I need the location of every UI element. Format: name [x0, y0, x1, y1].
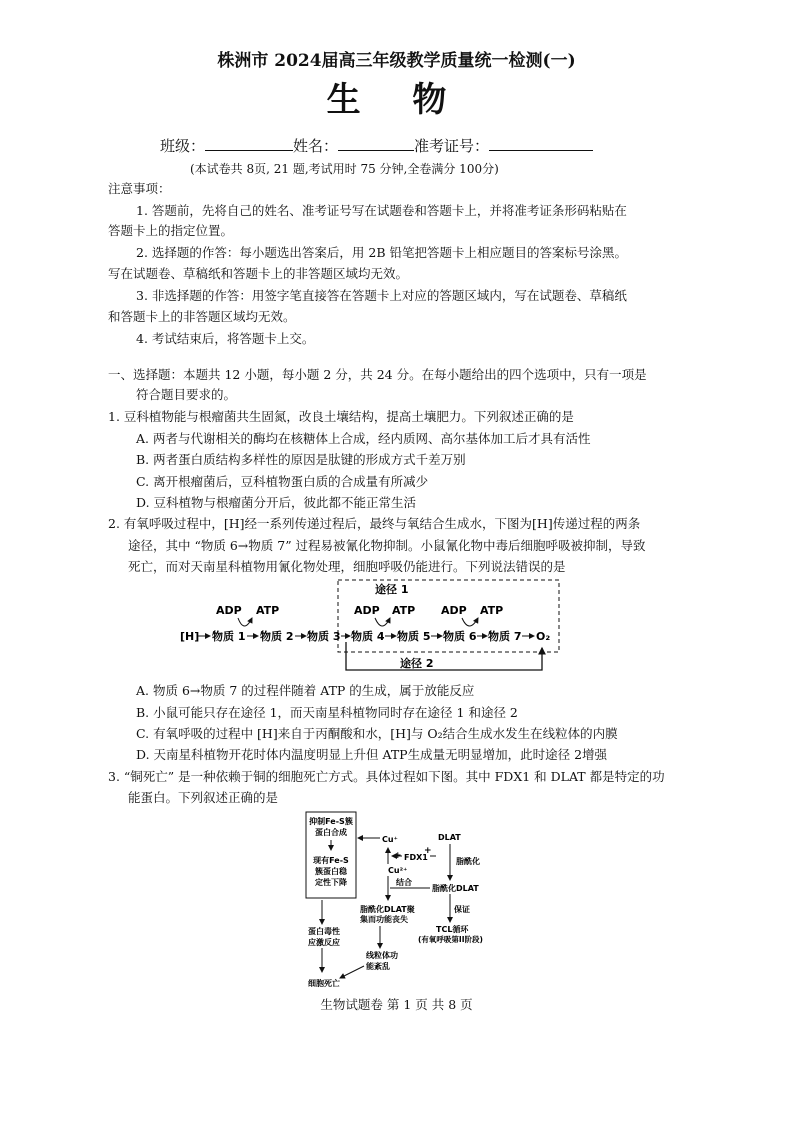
box-text: 蛋白合成 — [315, 828, 347, 837]
pathway-1-label: 途径 1 — [375, 583, 409, 596]
question-2-stem: 途径，其中 “物质 6→物质 7” 过程易被氰化物抑制。小鼠氰化物中毒后细胞呼吸被抑制，导致 — [128, 538, 646, 553]
diagram-oxygen: O₂ — [536, 630, 551, 643]
question-1-stem: 1. 豆科植物能与根瘤菌共生固氮，改良土壤结构，提高土壤肥力。下列叙述正确的是 — [108, 409, 574, 424]
question-2-option-b[interactable]: B. 小鼠可能只存在途径 1，而天南星科植物同时存在途径 1 和途径 2 — [136, 705, 518, 720]
lipoylation-label: 脂酰化 — [456, 857, 480, 866]
atp-label: ATP — [480, 604, 504, 617]
exam-note: (本试卷共 8页, 21 题,考试用时 75 分钟,全卷满分 100分) — [190, 162, 499, 176]
diagram-material-4: 物质 4 — [351, 630, 385, 643]
section-heading: 一、选择题：本题共 12 小题，每小题 2 分，共 24 分。在每小题给出的四个选项中，只有一项是 — [108, 367, 647, 382]
box-text: 簇蛋白稳 — [315, 867, 347, 876]
notice-heading: 注意事项： — [108, 181, 171, 196]
name-label: 姓名： — [293, 137, 339, 155]
question-1-option-b[interactable]: B. 两者蛋白质结构多样性的原因是肽键的形成方式千差万别 — [136, 452, 466, 467]
cuproptosis-diagram — [296, 808, 506, 992]
electron-transport-diagram — [170, 576, 570, 676]
class-field[interactable] — [205, 136, 293, 151]
notice-item: 写在试题卷、草稿纸和答题卡上的非答题区域均无效。 — [108, 266, 409, 281]
exam-title: 株洲市 2024届高三年级教学质量统一检测(一) — [217, 51, 576, 71]
atp-label: ATP — [256, 604, 280, 617]
tcl-cycle-label: TCL循环 — [436, 925, 469, 934]
adp-label: ADP — [354, 604, 380, 617]
cu-plus-label: Cu⁺ — [382, 835, 398, 844]
question-2-option-d[interactable]: D. 天南星科植物开花时体内温度明显上升但 ATP生成量无明显增加，此时途径 2增强 — [136, 747, 608, 762]
diagram-material-7: 物质 7 — [488, 630, 522, 643]
notice-item: 1. 答题前，先将自己的姓名、准考证号写在试题卷和答题卡上，并将准考证条形码粘贴在 — [136, 203, 627, 218]
question-2-stem: 2. 有氧呼吸过程中，[H]经一系列传递过程后，最终与氧结合生成水，下图为[H]传递过程的两条 — [108, 516, 641, 531]
section-heading: 符合题目要求的。 — [136, 387, 237, 402]
question-1-option-c[interactable]: C. 离开根瘤菌后，豆科植物蛋白质的合成量有所减少 — [136, 474, 429, 489]
mito-dysfunction-text: 线粒体功 — [366, 951, 398, 960]
question-2-option-c[interactable]: C. 有氧呼吸的过程中 [H]来自于丙酮酸和水，[H]与 O₂结合生成水发生在线粒体的内膜 — [136, 726, 618, 741]
diagram-material-5: 物质 5 — [397, 630, 431, 643]
question-1-option-a[interactable]: A. 两者与代谢相关的酶均在核糖体上合成，经内质网、高尔基体加工后才具有活性 — [136, 431, 591, 446]
aggregation-text: 集而功能丧失 — [360, 915, 408, 924]
question-2-option-a[interactable]: A. 物质 6→物质 7 的过程伴随着 ATP 的生成，属于放能反应 — [136, 683, 475, 698]
student-info-row — [160, 136, 593, 155]
proteotoxic-text: 蛋白毒性 — [308, 927, 340, 936]
diagram-h-label: [H] — [180, 630, 200, 643]
box-text: 抑制Fe-S簇 — [309, 817, 353, 826]
class-label: 班级： — [160, 137, 206, 155]
diagram-material-3: 物质 3 — [307, 630, 341, 643]
notice-item: 3. 非选择题的作答：用签字笔直接答在答题卡上对应的答题区域内，写在试题卷、草稿纸 — [136, 288, 627, 303]
subject-title: 生 物 — [326, 80, 467, 120]
exam-id-label: 准考证号： — [414, 137, 490, 155]
proteotoxic-text: 应激反应 — [308, 938, 340, 947]
box-text: 现有Fe-S — [313, 856, 349, 865]
question-2-stem: 死亡，而对天南星科植物用氰化物处理，细胞呼吸仍能进行。下列说法错误的是 — [128, 559, 566, 574]
lipoyl-dlat-label: 脂酰化DLAT — [432, 884, 479, 893]
dlat-label: DLAT — [438, 833, 461, 842]
plus-sign: + — [424, 846, 432, 856]
page-footer: 生物试题卷 第 1 页 共 8 页 — [320, 997, 473, 1012]
atp-label: ATP — [392, 604, 416, 617]
plus-sign: + — [394, 851, 402, 861]
adp-label: ADP — [216, 604, 242, 617]
notice-item: 答题卡上的指定位置。 — [108, 223, 234, 238]
tcl-cycle-note: (有氧呼吸第II阶段) — [418, 935, 483, 944]
box-text: 定性下降 — [315, 878, 347, 887]
notice-item: 和答题卡上的非答题区域均无效。 — [108, 309, 296, 324]
exam-id-field[interactable] — [489, 136, 593, 151]
pathway-2-label: 途径 2 — [400, 657, 434, 670]
ensure-label: 保证 — [454, 905, 470, 914]
aggregation-text: 脂酰化DLAT聚 — [360, 905, 415, 914]
diagram-material-2: 物质 2 — [260, 630, 294, 643]
diagram-material-6: 物质 6 — [443, 630, 477, 643]
diagram-material-1: 物质 1 — [212, 630, 246, 643]
binding-label: 结合 — [396, 878, 412, 887]
notice-item: 2. 选择题的作答：每小题选出答案后，用 2B 铅笔把答题卡上相应题目的答案标号涂黑。 — [136, 245, 627, 260]
cell-death-label: 细胞死亡 — [308, 979, 340, 988]
notice-item: 4. 考试结束后，将答题卡上交。 — [136, 331, 315, 346]
mito-dysfunction-text: 能紊乱 — [366, 962, 390, 971]
question-3-stem: 能蛋白。下列叙述正确的是 — [128, 790, 279, 805]
name-field[interactable] — [338, 136, 414, 151]
cu2-label: Cu²⁺ — [388, 866, 408, 875]
adp-label: ADP — [441, 604, 467, 617]
fdx1-label: FDX1 — [404, 853, 428, 862]
question-3-stem: 3. “铜死亡” 是一种依赖于铜的细胞死亡方式。具体过程如下图。其中 FDX1 和 DLAT 都是特定的功 — [108, 769, 665, 784]
question-1-option-d[interactable]: D. 豆科植物与根瘤菌分开后，彼此都不能正常生活 — [136, 495, 417, 510]
